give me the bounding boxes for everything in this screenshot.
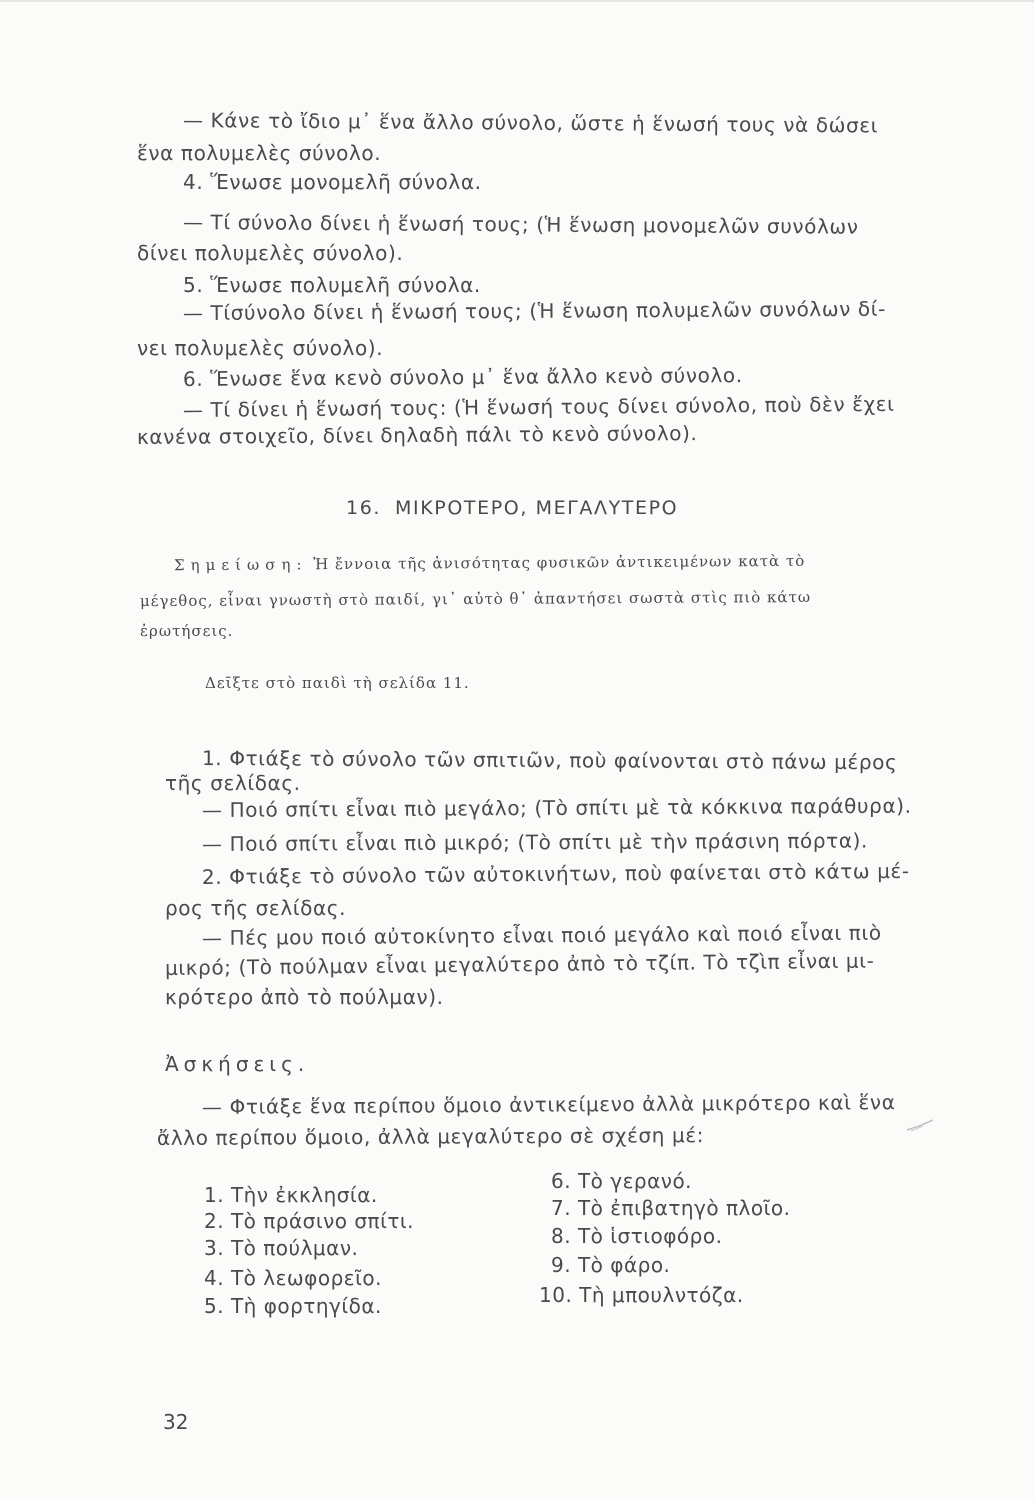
- text-line: — Πές μου ποιό αὐτοκίνητο εἶναι ποιό μεγάλο καὶ ποιό εἶναι πιὸ: [201, 920, 882, 950]
- text-line: 2. Φτιάξε τὸ σύνολο τῶν αὐτοκινήτων, ποὺ φαίνεται στὸ κάτω μέ-: [201, 858, 910, 889]
- text-line: — Φτιάξε ἕνα περίπου ὅμοιο ἀντικείμενο ἀλλὰ μικρότερο καὶ ἕνα: [201, 1090, 896, 1119]
- exercise-item: 3. Τὸ πούλμαν.: [204, 1236, 359, 1260]
- section-number: 16.: [346, 497, 382, 519]
- exercise-item: 2. Τὸ πράσινο σπίτι.: [204, 1209, 415, 1233]
- note-text: Ἡ ἔννοια τῆς ἀνισότητας φυσικῶν ἀντικειμένων κατὰ τὸ: [313, 551, 806, 574]
- note-label: Σημείωση:: [173, 555, 308, 575]
- text-line: μικρό; (Τὸ πούλμαν εἶναι μεγαλύτερο ἀπὸ τὸ τζίπ. Τὸ τζὶπ εἶναι μι-: [164, 948, 875, 980]
- page-edge: [0, 0, 1034, 2]
- text-line: 5. Ἕνωσε πολυμελῆ σύνολα.: [183, 273, 481, 297]
- text-line: 6. Ἕνωσε ἕνα κενὸ σύνολο μ᾽ ἕνα ἄλλο κενὸ σύνολο.: [182, 363, 743, 391]
- exercise-item: 6. Τὸ γερανό.: [551, 1169, 693, 1193]
- pencil-stroke-mark: [905, 1118, 935, 1132]
- text-line: ἕνα πολυμελὲς σύνολο.: [137, 141, 382, 165]
- text-line: ἄλλο περίπου ὅμοιο, ἀλλὰ μεγαλύτερο σὲ σχέση μέ:: [156, 1123, 705, 1150]
- text-line: νει πολυμελὲς σύνολο).: [137, 336, 384, 360]
- text-line: 4. Ἕνωσε μονομελῆ σύνολα.: [183, 170, 482, 194]
- note-line: μέγεθος, εἶναι γνωστὴ στὸ παιδί, γι᾽ αὐτὸ θ᾽ ἀπαντήσει σωστὰ στὶς πιὸ κάτω: [139, 587, 812, 611]
- text-line: ρος τῆς σελίδας.: [165, 896, 347, 920]
- page-number: 32: [163, 1410, 189, 1434]
- exercise-item: 5. Τὴ φορτηγίδα.: [204, 1294, 382, 1318]
- text-line: — Ποιό σπίτι εἶναι πιὸ μεγάλο; (Τὸ σπίτι μὲ τὰ κόκκινα παράθυρα).: [201, 793, 912, 822]
- exercise-item: 8. Τὸ ἱστιοφόρο.: [551, 1224, 723, 1248]
- text-line: 1. Φτιάξε τὸ σύνολο τῶν σπιτιῶν, ποὺ φαίνονται στὸ πάνω μέρος: [201, 746, 898, 775]
- text-line: τῆς σελίδας.: [165, 771, 301, 795]
- text-line: — Τίσύνολο δίνει ἡ ἕνωσή τους; (Ἡ ἕνωση πολυμελῶν συνόλων δί-: [182, 296, 886, 325]
- text-line: — Τί δίνει ἡ ἕνωσή τους: (Ἡ ἕνωσή τους δίνει σύνολο, ποὺ δὲν ἔχει: [182, 391, 895, 422]
- text-line: δίνει πολυμελὲς σύνολο).: [137, 241, 404, 265]
- note-instruction: Δεῖξτε στὸ παιδὶ τὴ σελίδα 11.: [205, 674, 470, 692]
- text-line: — Κάνε τὸ ἴδιο μ᾽ ἕνα ἄλλο σύνολο, ὥστε ἡ ἕνωσή τους νὰ δώσει: [182, 108, 879, 138]
- exercise-item: 10. Τὴ μπουλντόζα.: [539, 1283, 744, 1307]
- text-line: κρότερο ἀπὸ τὸ πούλμαν).: [165, 985, 444, 1009]
- exercise-item: 7. Τὸ ἐπιβατηγὸ πλοῖο.: [551, 1196, 791, 1220]
- exercises-heading: Ἀσκήσεις.: [165, 1052, 310, 1076]
- section-heading: [346, 497, 678, 519]
- text-line: κανένα στοιχεῖο, δίνει δηλαδὴ πάλι τὸ κενὸ σύνολο).: [136, 421, 698, 449]
- text-line: — Ποιό σπίτι εἶναι πιὸ μικρό; (Τὸ σπίτι μὲ τὴν πράσινη πόρτα).: [201, 828, 869, 856]
- section-title: ΜΙΚΡΟΤΕΡΟ, ΜΕΓΑΛΥΤΕΡΟ: [395, 497, 679, 519]
- exercise-item: 9. Τὸ φάρο.: [551, 1253, 671, 1277]
- text-line: — Τί σύνολο δίνει ἡ ἕνωσή τους; (Ἡ ἕνωση μονομελῶν συνόλων: [182, 210, 859, 239]
- exercise-item: 4. Τὸ λεωφορεῖο.: [204, 1266, 382, 1290]
- note-line: ἐρωτήσεις.: [140, 622, 234, 640]
- note-line: [173, 551, 806, 575]
- exercise-item: 1. Τὴν ἐκκλησία.: [204, 1183, 378, 1207]
